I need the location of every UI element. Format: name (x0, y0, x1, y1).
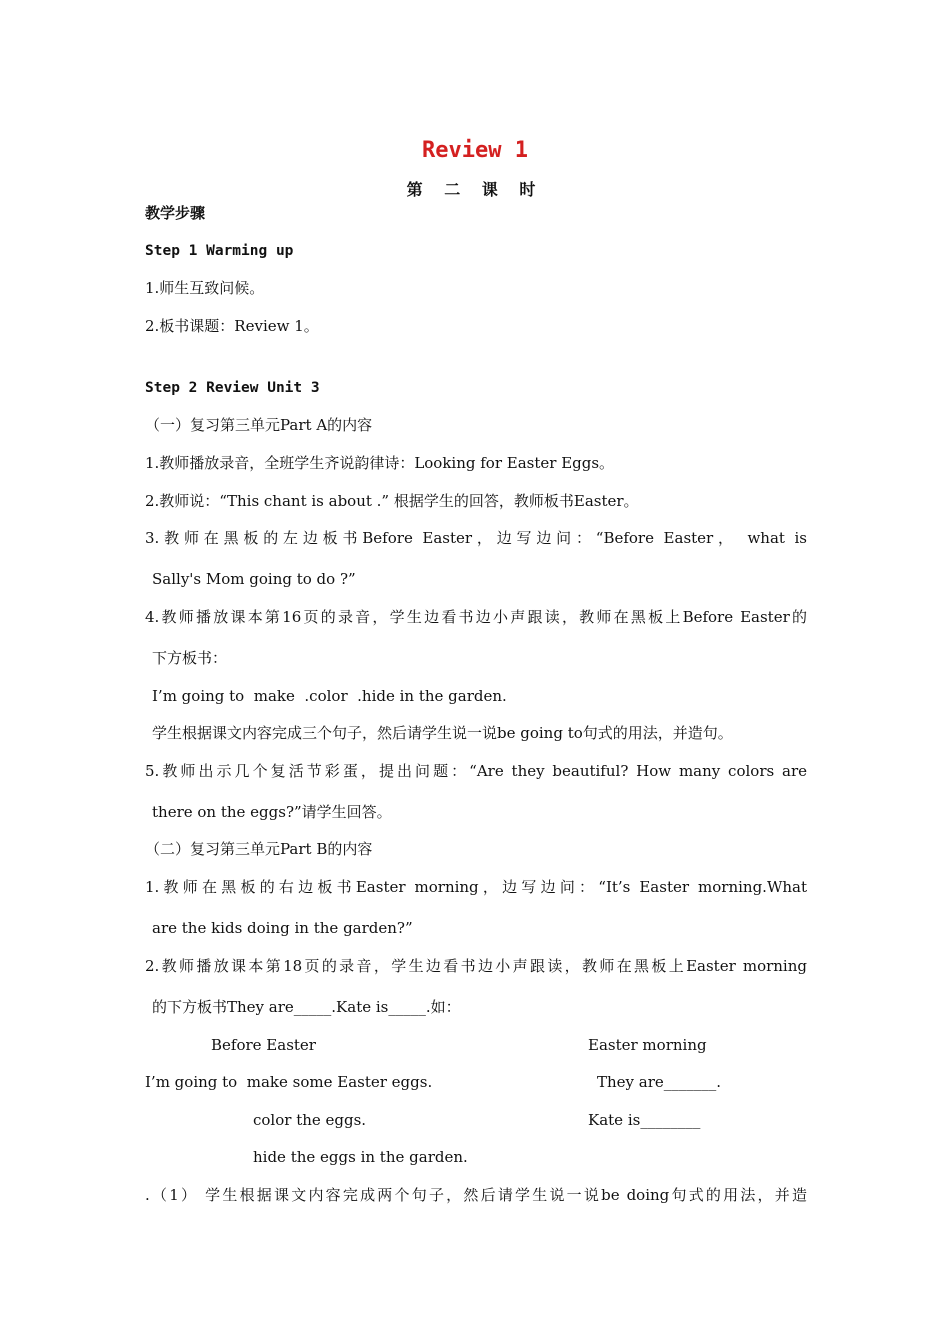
partA-item-2: 2.教师说：“This chant is about .” 根据学生的回答，教师板书Easter。 (145, 492, 639, 510)
partB-item-3-line1: .（1） 学生根据课文内容完成两个句子，然后请学生说一说be doing句式的用法，并造 (145, 1186, 807, 1204)
partA-item-4-note: 学生根据课文内容完成三个句子，然后请学生说一说be going to句式的用法，并造句。 (152, 724, 733, 742)
step1-heading: Step 1 Warming up (145, 243, 294, 259)
lesson-subtitle: 第 二 课 时 (406, 180, 544, 199)
step2-heading: Step 2 Review Unit 3 (145, 380, 320, 396)
board-left-line-3: hide the eggs in the garden. (253, 1148, 468, 1166)
board-right-line-2: Kate is________ (588, 1111, 701, 1129)
board-left-line-2: color the eggs. (253, 1111, 367, 1129)
document-title: Review 1 (422, 138, 528, 163)
board-right-header: Easter morning (588, 1036, 707, 1054)
partA-item-3-line2: Sally's Mom going to do ?” (152, 570, 356, 588)
partB-heading: （二）复习第三单元Part B的内容 (145, 840, 373, 858)
partB-item-1-line1: 1.教师在黑板的右边板书Easter morning，边写边问：“It’s Easter morning.What (145, 878, 807, 896)
partA-item-4-line1: 4.教师播放课本第16页的录音，学生边看书边小声跟读，教师在黑板上Before Easter的 (145, 608, 807, 626)
partB-item-2-line1: 2.教师播放课本第18页的录音，学生边看书边小声跟读，教师在黑板上Easter morning (145, 957, 807, 975)
board-right-line-1: They are_______. (597, 1073, 722, 1091)
partB-item-2-line2: 的下方板书They are_____.Kate is_____.如： (152, 998, 461, 1016)
partA-item-4-sentence: I’m going to make .color .hide in the garden. (152, 687, 507, 705)
step1-item-2: 2.板书课题：Review 1。 (145, 317, 319, 335)
board-left-header: Before Easter (211, 1036, 316, 1054)
partB-item-1-line2: are the kids doing in the garden?” (152, 919, 413, 937)
partA-item-5-line1: 5.教师出示几个复活节彩蛋，提出问题：“Are they beautiful? How many colors are (145, 762, 807, 780)
board-left-line-1: I’m going to make some Easter eggs. (145, 1073, 433, 1091)
partA-item-1: 1.教师播放录音，全班学生齐说韵律诗：Looking for Easter Eggs。 (145, 454, 615, 472)
partA-heading: （一）复习第三单元Part A的内容 (145, 416, 373, 434)
partA-item-3-line1: 3.教师在黑板的左边板书Before Easter，边写边问：“Before Easter， what is (145, 529, 807, 547)
partA-item-4-line2: 下方板书： (152, 649, 228, 667)
partA-item-5-line2: there on the eggs?”请学生回答。 (152, 803, 392, 821)
section-heading: 教学步骤 (145, 204, 206, 222)
step1-item-1: 1.师生互致问候。 (145, 279, 265, 297)
